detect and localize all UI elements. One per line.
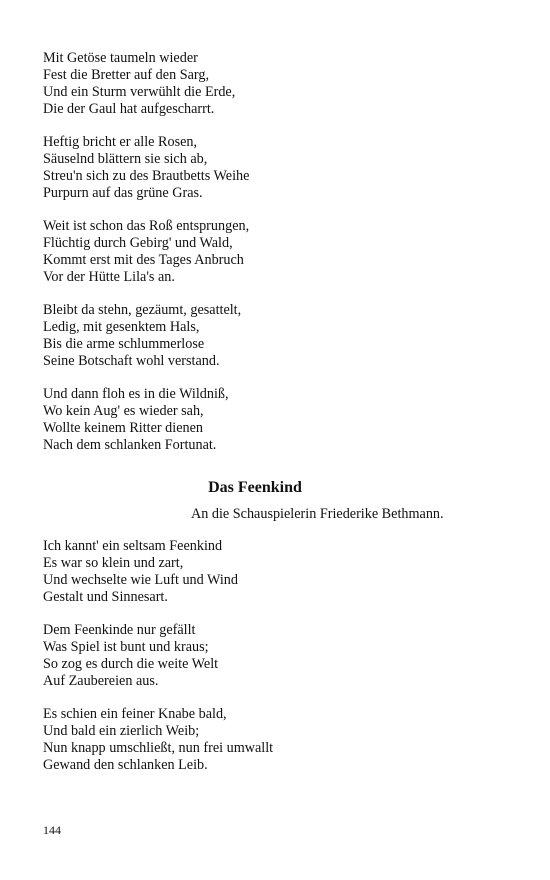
verse-line: Gestalt und Sinnesart. [43,588,168,605]
verse-line: Bis die arme schlummerlose [43,335,205,352]
verse-line: Ich kannt' ein seltsam Feenkind [43,538,223,554]
verse-line: Und dann floh es in die Wildniß, [43,386,229,402]
verse-line: Säuselnd blättern sie sich ab, [43,150,208,167]
verse-line: Wo kein Aug' es wieder sah, [43,402,204,419]
verse-line: Nun knapp umschließt, nun frei umwallt [43,739,274,756]
verse-line: Fest die Bretter auf den Sarg, [43,66,210,83]
verse-line: Bleibt da stehn, gezäumt, gesattelt, [43,302,242,318]
verse-line: Heftig bricht er alle Rosen, [43,134,198,150]
page-number: 144 [43,823,61,837]
verse-line: Die der Gaul hat aufgescharrt. [43,100,215,117]
stanza [43,134,249,202]
stanza [43,706,273,774]
verse-line: Gewand den schlanken Leib. [43,756,208,773]
verse-line: Kommt erst mit des Tages Anbruch [43,251,244,268]
verse-line: Purpurn auf das grüne Gras. [43,184,203,201]
verse-line: Nach dem schlanken Fortunat. [43,436,217,453]
verse-line: Und bald ein zierlich Weib; [43,722,200,739]
stanza [43,386,229,454]
verse-line: Es war so klein und zart, [43,554,184,571]
verse-line: Es schien ein feiner Knabe bald, [43,706,227,722]
poem-dedication: An die Schauspielerin Friederike Bethmann. [191,506,444,522]
stanza [43,538,238,606]
stanza [43,622,218,690]
verse-line: Mit Getöse taumeln wieder [43,50,198,66]
stanza [43,302,241,370]
verse-line: Weit ist schon das Roß entsprungen, [43,218,250,234]
verse-line: Wollte keinem Ritter dienen [43,419,203,436]
verse-line: Flüchtig durch Gebirg' und Wald, [43,234,233,251]
verse-line: Streu'n sich zu des Brautbetts Weihe [43,167,250,184]
poem-title: Das Feenkind [208,479,302,496]
stanza [43,50,235,118]
verse-line: Auf Zaubereien aus. [43,672,159,689]
verse-line: Dem Feenkinde nur gefällt [43,622,196,638]
verse-line: Ledig, mit gesenktem Hals, [43,318,200,335]
verse-line: So zog es durch die weite Welt [43,655,219,672]
verse-line: Seine Botschaft wohl verstand. [43,352,220,369]
verse-line: Und ein Sturm verwühlt die Erde, [43,83,236,100]
verse-line: Was Spiel ist bunt und kraus; [43,638,209,655]
verse-line: Vor der Hütte Lila's an. [43,268,175,285]
stanza [43,218,249,286]
verse-line: Und wechselte wie Luft und Wind [43,571,238,588]
